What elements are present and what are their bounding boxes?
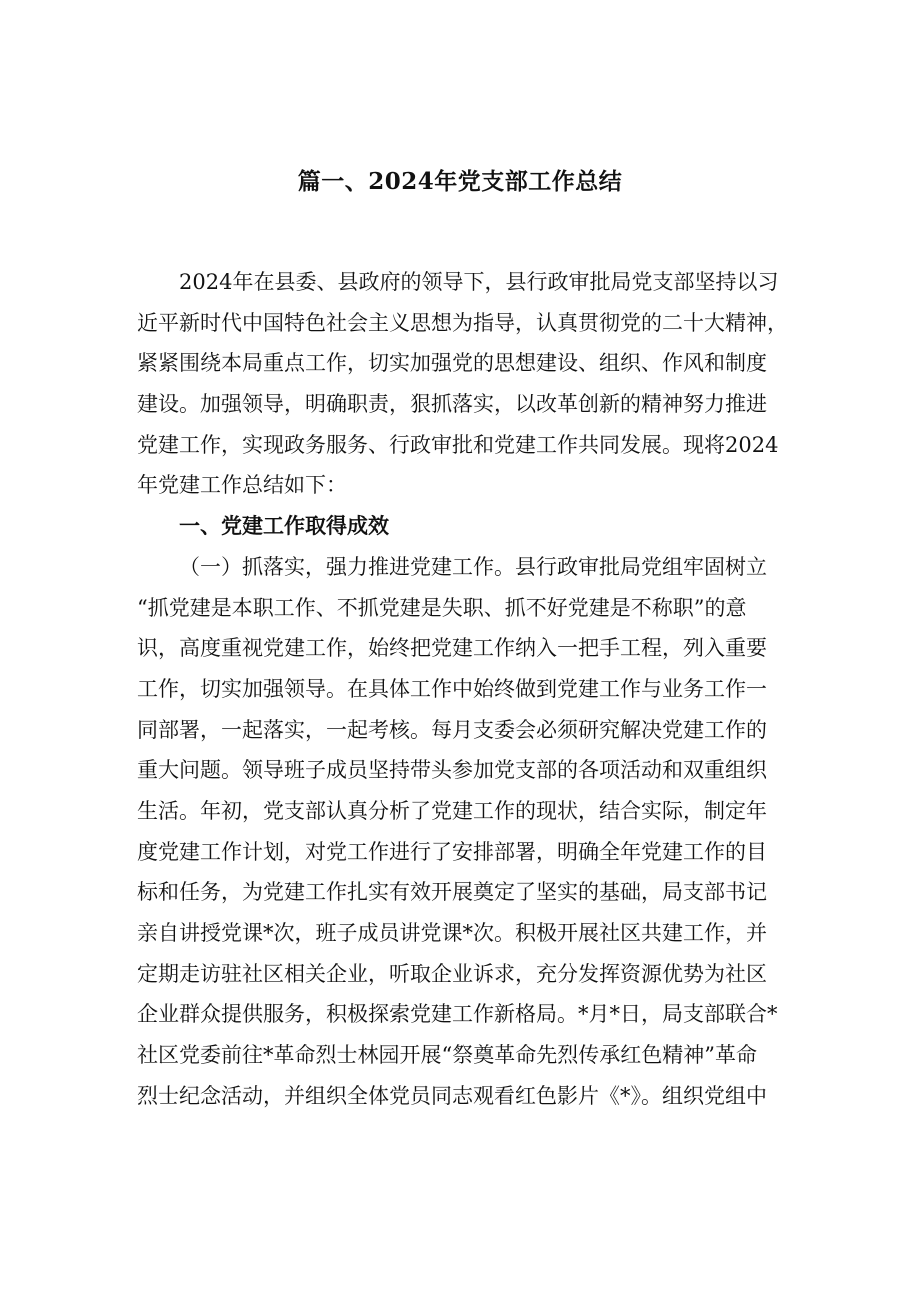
paragraph-line: 社区党委前往*革命烈士林园开展“祭奠革命先烈传承红色精神”革命 <box>137 1043 757 1068</box>
paragraph-line: 亲自讲授党课*次，班子成员讲党课*次。积极开展社区共建工作，并 <box>137 921 767 945</box>
paragraph-line: （一）抓落实，强力推进党建工作。县行政审批局党组牢固树立 <box>179 554 767 579</box>
paragraph-line: 年党建工作总结如下： <box>137 473 347 498</box>
paragraph-line: 2024年在县委、县政府的领导下，县行政审批局党支部坚持以习 <box>179 270 779 294</box>
paragraph-line: 生活。年初，党支部认真分析了党建工作的现状，结合实际，制定年 <box>137 798 767 823</box>
paragraph-line: 党建工作，实现政务服务、行政审批和党建工作共同发展。现将2024 <box>137 432 779 457</box>
paragraph-line: 定期走访驻社区相关企业，听取企业诉求，充分发挥资源优势为社区 <box>137 961 767 986</box>
document-body <box>137 262 797 1116</box>
paragraph-line: 建设。加强领导，明确职责，狠抓落实，以改革创新的精神努力推进 <box>137 392 767 417</box>
section-heading: 一、党建工作取得成效 <box>179 514 389 539</box>
paragraph-line: 识，高度重视党建工作，始终把党建工作纳入一把手工程，列入重要 <box>137 636 767 661</box>
paragraph-line: “抓党建是本职工作、不抓党建是失职、抓不好党建是不称职”的意 <box>137 595 747 620</box>
paragraph-line: 同部署，一起落实，一起考核。每月支委会必须研究解决党建工作的 <box>137 717 767 742</box>
paragraph-line: 近平新时代中国特色社会主义思想为指导，认真贯彻党的二十大精神， <box>137 310 788 335</box>
paragraph-line: 工作，切实加强领导。在具体工作中始终做到党建工作与业务工作一 <box>137 676 767 701</box>
paragraph-line: 度党建工作计划，对党工作进行了安排部署，明确全年党建工作的目 <box>137 839 767 864</box>
paragraph-line: 紧紧围绕本局重点工作，切实加强党的思想建设、组织、作风和制度 <box>137 351 767 376</box>
paragraph-line: 重大问题。领导班子成员坚持带头参加党支部的各项活动和双重组织 <box>137 758 767 783</box>
document-title: 篇一、2024年党支部工作总结 <box>297 168 623 195</box>
paragraph-line: 企业群众提供服务，积极探索党建工作新格局。*月*日，局支部联合* <box>137 1002 778 1027</box>
paragraph-line: 烈士纪念活动，并组织全体党员同志观看红色影片《*》。组织党组中 <box>137 1083 767 1108</box>
paragraph-line: 标和任务，为党建工作扎实有效开展奠定了坚实的基础，局支部书记 <box>137 880 767 905</box>
